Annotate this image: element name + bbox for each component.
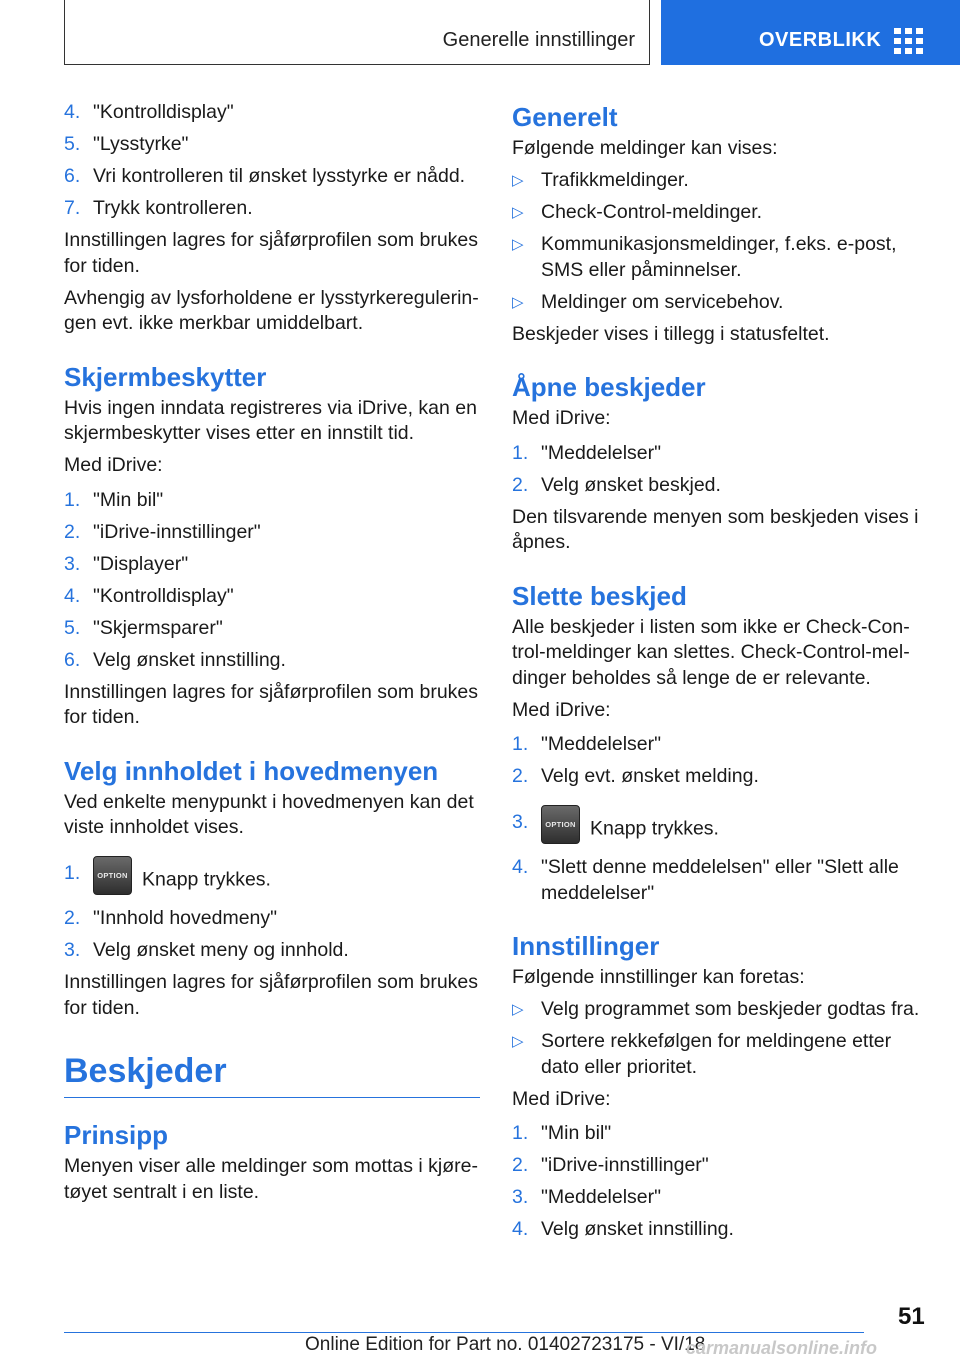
paragraph: Med iDrive:	[512, 698, 611, 721]
bullet-triangle-icon: ▷	[512, 1001, 524, 1018]
list-item: 2. "Innhold hovedmeny"	[64, 907, 278, 929]
list-item: ▷ Meldinger om servicebehov.	[512, 290, 922, 316]
list-item: 1. OPTION Knapp trykkes.	[64, 855, 480, 900]
heading-principle: Prinsipp	[64, 1120, 169, 1150]
list-item: 1. "Meddelelser"	[512, 733, 662, 755]
list-item: 1. "Meddelelser"	[512, 441, 662, 464]
paragraph: Ved enkelte menypunkt i hovedmenyen kan det viste innholdet vises.	[64, 790, 474, 838]
list-item: 3. Velg ønsket meny og innhold.	[64, 939, 349, 961]
paragraph: Med iDrive:	[512, 407, 611, 429]
list-item: 6. Velg ønsket innstilling.	[64, 648, 286, 671]
settings-options-list	[512, 997, 922, 1080]
heading-delete-message: Slette beskjed	[512, 580, 687, 611]
list-item: 2. "iDrive-innstillinger"	[64, 520, 261, 543]
heading-main-menu-content: Velg innholdet i hovedmenyen	[64, 755, 439, 786]
message-types-list	[512, 168, 922, 315]
grid-icon	[894, 28, 924, 54]
paragraph: Alle beskjeder i listen som ikke er Check-Con‐trol-meldinger kan slettes. Check-Control-mel‐dinger beholdes så lenge de er relevante.	[512, 615, 910, 689]
heading-screensaver: Skjermbeskytter	[64, 361, 267, 392]
list-item: ▷ Sortere rekkefølgen for meldingene etter dato eller prioritet.	[512, 1030, 892, 1078]
left-column	[64, 100, 480, 1212]
overview-button[interactable]	[661, 0, 960, 65]
list-item: 2. Velg ønsket beskjed.	[512, 473, 721, 496]
paragraph: Innstillingen lagres for sjåførprofilen som brukes for tiden.	[64, 229, 479, 277]
list-item: ▷ Trafikkmeldinger.	[512, 168, 922, 194]
list-item: 2. Velg evt. ønsket melding.	[512, 765, 759, 787]
list-item: 2. "iDrive-innstillinger"	[512, 1154, 709, 1176]
watermark: carmanualsonline.info	[686, 1338, 878, 1358]
list-item: 4. "Kontrolldisplay"	[64, 101, 234, 123]
paragraph: Innstillingen lagres for sjåførprofilen som brukes for tiden.	[64, 680, 479, 728]
list-item: 4. "Slett denne meddelelsen" eller "Slett alle meddelelser"	[512, 856, 899, 904]
list-item: 7. Trykk kontrolleren.	[64, 197, 253, 219]
bullet-triangle-icon: ▷	[512, 1033, 524, 1050]
list-item: 3. "Displayer"	[64, 552, 189, 575]
footer-divider	[64, 1332, 864, 1333]
list-item: 6. Vri kontrolleren til ønsket lysstyrke er nådd.	[64, 165, 466, 187]
paragraph: Med iDrive:	[64, 454, 163, 476]
brightness-steps	[64, 100, 480, 222]
list-item: ▷ Check-Control-meldinger.	[512, 200, 922, 226]
list-item: 3. OPTION Knapp trykkes.	[512, 804, 922, 849]
list-item: 4. Velg ønsket innstilling.	[512, 1218, 734, 1240]
overview-label: OVERBLIKK	[759, 29, 882, 51]
paragraph: Følgende meldinger kan vises:	[512, 137, 778, 159]
list-item: 1. "Min bil"	[512, 1122, 612, 1144]
bullet-triangle-icon: ▷	[512, 236, 524, 253]
list-item: 3. "Meddelelser"	[512, 1186, 662, 1208]
list-item: 5. "Skjermsparer"	[64, 616, 223, 639]
paragraph: Menyen viser alle meldinger som mottas i kjøre‐tøyet sentralt i en liste.	[64, 1155, 478, 1203]
option-button-icon: OPTION	[541, 805, 580, 844]
paragraph: Avhengig av lysforholdene er lysstyrkeregulerin‐gen evt. ikke merkbar umiddelbart.	[64, 286, 479, 334]
heading-general: Generelt	[512, 102, 618, 132]
list-item: ▷ Kommunikasjonsmeldinger, f.eks. e-post, SMS eller påminnelser.	[512, 233, 897, 281]
section-title: Generelle innstillinger	[442, 29, 635, 51]
heading-messages: Beskjeder	[64, 1051, 480, 1098]
open-steps	[512, 441, 922, 499]
list-item: 1. "Min bil"	[64, 488, 164, 511]
list-item: 5. "Lysstyrke"	[64, 133, 189, 155]
option-button-icon: OPTION	[93, 856, 132, 895]
paragraph: Beskjeder vises i tillegg i statusfeltet.	[512, 322, 830, 345]
page-number: 51	[898, 1303, 925, 1330]
list-item: 4. "Kontrolldisplay"	[64, 584, 234, 607]
bullet-triangle-icon: ▷	[512, 172, 524, 189]
section-header	[64, 0, 650, 65]
right-column	[512, 100, 922, 1249]
settings-steps	[512, 1121, 922, 1243]
paragraph: Med iDrive:	[512, 1087, 611, 1110]
content-steps	[64, 855, 480, 964]
paragraph: Innstillingen lagres for sjåførprofilen som brukes for tiden.	[64, 971, 479, 1019]
screensaver-steps	[64, 488, 480, 674]
paragraph: Den tilsvarende menyen som beskjeden vises i åpnes.	[512, 505, 919, 553]
paragraph: Hvis ingen inndata registreres via iDrive, kan en skjermbeskytter vises etter en innstilt tid.	[64, 396, 477, 444]
delete-steps	[512, 732, 922, 906]
paragraph: Følgende innstillinger kan foretas:	[512, 966, 805, 988]
bullet-triangle-icon: ▷	[512, 204, 524, 221]
edition-info: Online Edition for Part no. 01402723175 - VI/18	[305, 1334, 706, 1355]
list-item: ▷ Velg programmet som beskjeder godtas fra.	[512, 997, 922, 1023]
heading-settings: Innstillinger	[512, 931, 660, 961]
bullet-triangle-icon: ▷	[512, 293, 524, 311]
heading-open-messages: Åpne beskjeder	[512, 372, 706, 402]
